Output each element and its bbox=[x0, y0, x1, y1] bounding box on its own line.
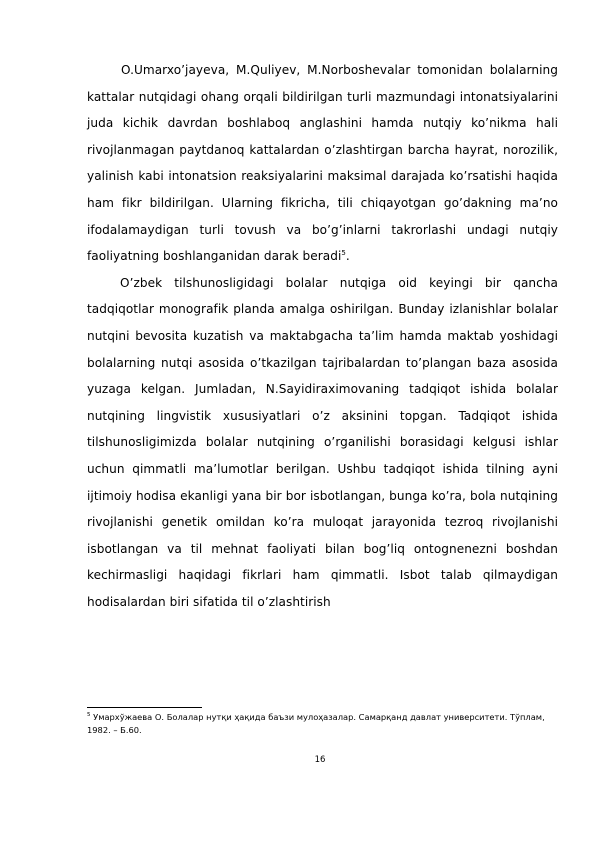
footnote-line-1 bbox=[87, 711, 567, 724]
footnote-separator bbox=[87, 707, 202, 708]
footnote-text-1: Умархўжаева О. Болалар нутқи ҳақида баъзи мулоҳазалар. Самарқанд давлат университети. Тўплам, bbox=[90, 712, 545, 722]
page-number: 16 bbox=[314, 755, 326, 765]
paragraph-2-text: O’zbek tilshunosligidagi bolalar nutqiga oid keyingi bir qancha tadqiqotlar monografik planda amalga oshirilgan. Bunday izlanishlar bolalar nutqini bevosita kuzatish va maktabgacha ta’lim hamda maktab yoshidagi bolalarning nutqi asosida o’tkazilgan tajribalardan to’plangan baza asosida yuzaga kelgan. Jumladan, N.Sayidiraximovaning tadqiqot ishida bolalar nutqining lingvistik xususiyatlari o’z aksinini topgan. Tadqiqot ishida tilshunosligimizda bolalar nutqining o’rganilishi borasidagi kelgusi ishlar uchun qimmatli ma’lumotlar berilgan. Ushbu tadqiqot ishida tilning ayni ijtimoiy hodisa ekanligi yana bir bor isbotlangan, bunga ko’ra, bola nutqining rivojlanishi genetik omildan ko’ra muloqat jarayonida tezroq rivojlanishi isbotlangan va til mehnat faoliyati bilan bog’liq ontognenezni boshdan kechirmasligi haqidagi fikrlari ham qimmatli. Isbot talab qilmaydigan hodisalardan biri sifatida til o’zlashtirish bbox=[87, 275, 558, 609]
footnote-line-2: 1982. – Б.60. bbox=[87, 725, 142, 735]
paragraph-2 bbox=[87, 270, 558, 616]
footnote-number: 5 bbox=[87, 712, 91, 719]
footnote bbox=[87, 711, 567, 737]
body-text bbox=[87, 57, 558, 615]
paragraph-1-tail: . bbox=[345, 249, 350, 264]
paragraph-1 bbox=[87, 57, 558, 270]
paragraph-1-text: O.Umarxo’jayeva, M.Quliyev, M.Norboshevalar tomonidan bolalarning kattalar nutqidagi ohang orqali bildirilgan turli mazmundagi intonatsiyalarini juda kichik davrdan boshlaboq anglashini hamda nutqiy ko’nikma hali rivojlanmagan paytdanoq kattalardan o’zlashtirgan barcha hayrat, norozilik, yalinish kabi intonatsion reaksiyalarini maksimal darajada ko’rsatishi haqida ham fikr bildirilgan. Ularning fikricha, tili chiqayotgan go’dakning ma’no ifodalamaydigan turli tovush va bo’g’inlarni takrorlashi undagi nutqiy faoliyatning boshlanganidan darak beradi bbox=[87, 63, 558, 264]
footnote-reference: 5 bbox=[341, 249, 346, 258]
